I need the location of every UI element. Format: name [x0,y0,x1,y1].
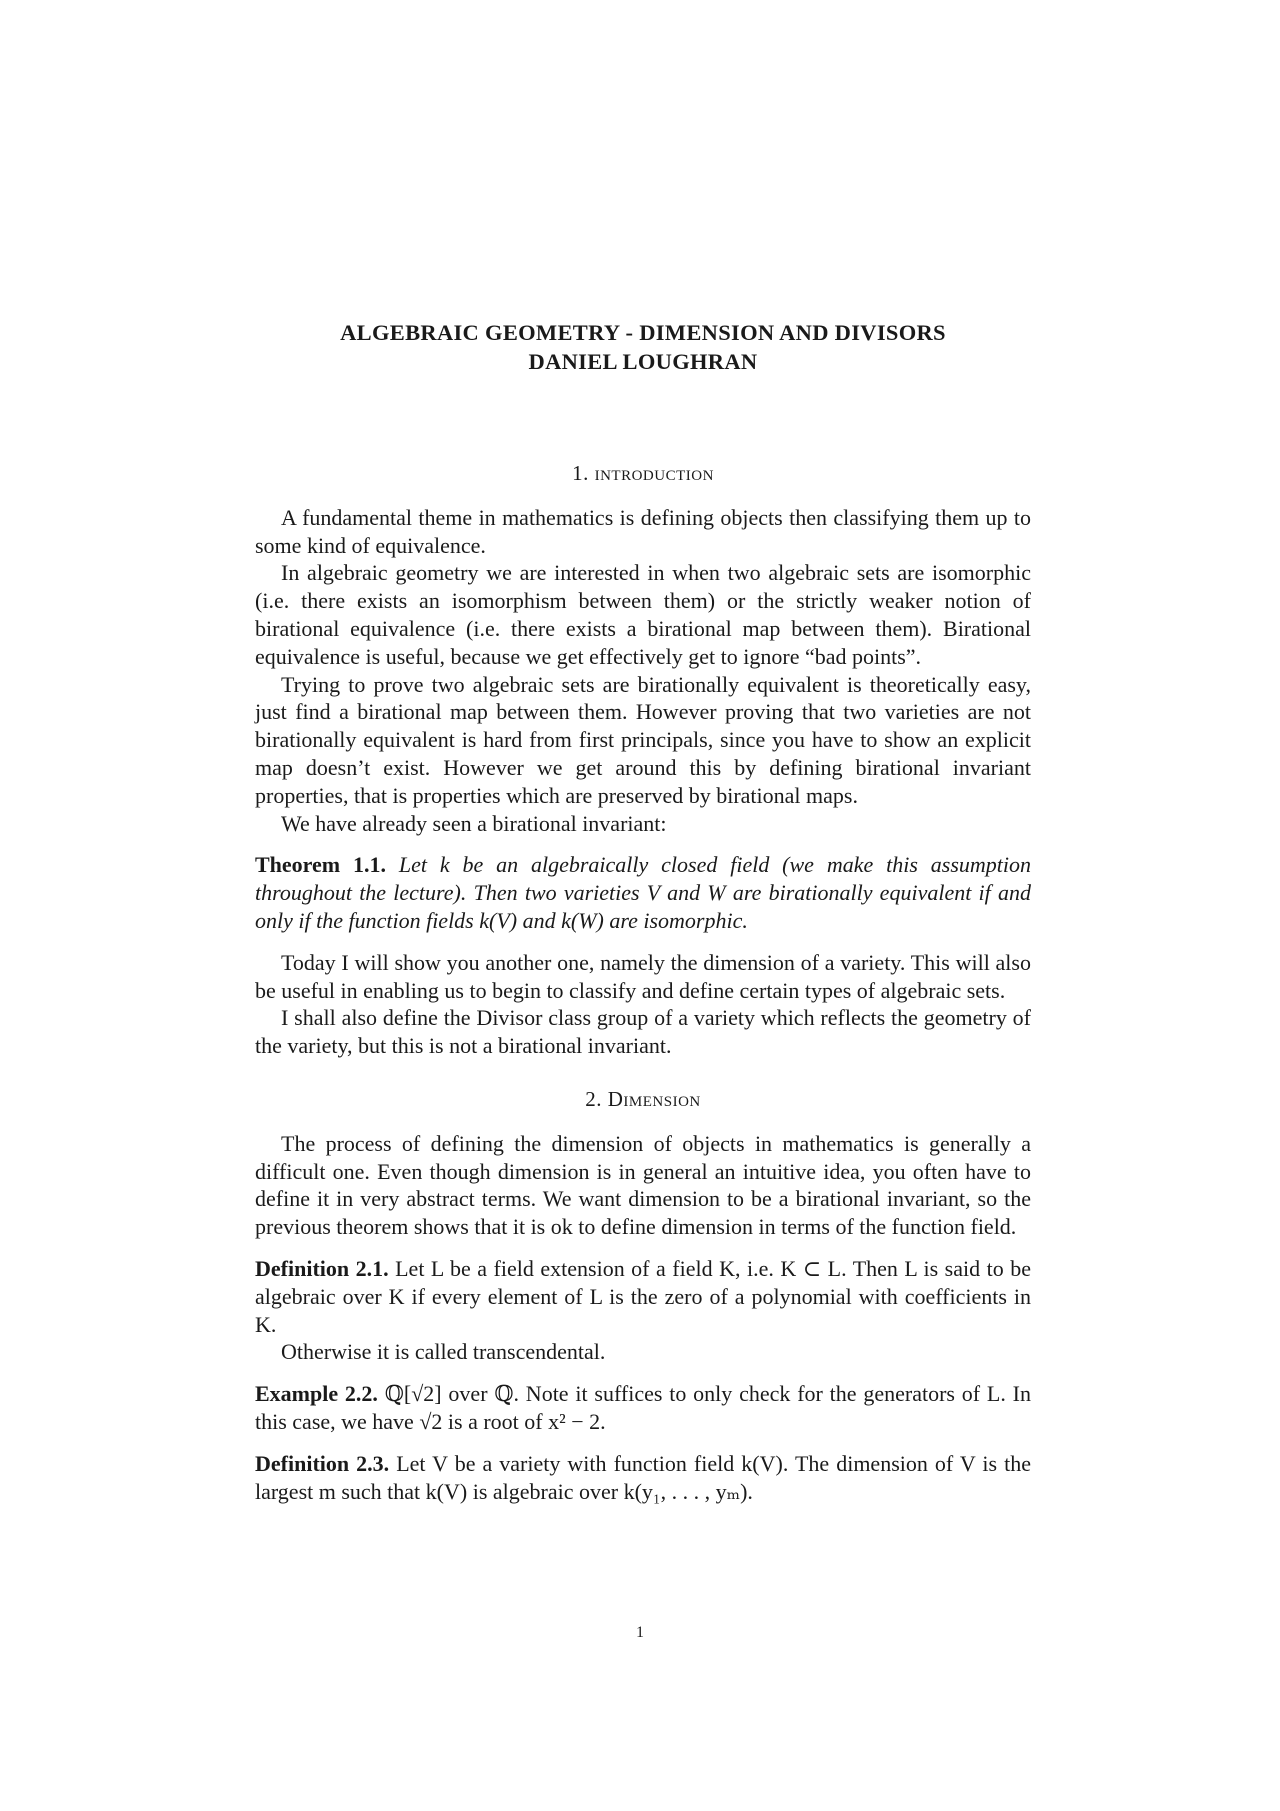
section-heading-introduction: 1. introduction [572,461,714,485]
definition-statement: Let V be a variety with function field k(V). The dimension of V is the largest m such that k(V) is algebraic over k(y₁, . . . , yₘ). [255,1450,1031,1504]
example-statement: ℚ[√2] over ℚ. Note it suffices to only check for the generators of L. In this case, we have √2 is a root of x² − 2. [255,1381,1031,1434]
example-label: Example 2.2. [255,1381,378,1407]
intro-paragraph-5: Today I will show you another one, namely the dimension of a variety. This will also be useful in enabling us to begin to classify and define certain types of algebraic sets. [255,949,1031,1003]
page-number: 1 [636,1624,644,1641]
definition-label: Definition 2.3. [255,1450,390,1476]
intro-paragraph-4: We have already seen a birational invariant: [281,810,667,836]
theorem-1-1 [255,851,1031,934]
definition-label: Definition 2.1. [255,1255,389,1281]
dimension-paragraph-1: The process of defining the dimension of objects in mathematics is generally a difficult one. Even though dimension is in general an intuitive idea, you often have to define it in very abstract terms. We want dimension to be a birational invariant, so the previous theorem shows that it is ok to define dimension in terms of the function field. [255,1130,1031,1240]
paper-author: DANIEL LOUGHRAN [528,349,758,374]
intro-paragraph-2: In algebraic geometry we are interested in when two algebraic sets are isomorphic (i.e. there exists an isomorphism between them) or the strictly weaker notion of birational equivalence (i.e. there exists a birational map between them). Birational equivalence is useful, because we get effectively get to ignore “bad points”. [255,560,1031,669]
intro-paragraph-6: I shall also define the Divisor class group of a variety which reflects the geometry of the variety, but this is not a birational invariant. [255,1005,1031,1059]
theorem-statement: Let k be an algebraically closed field (we make this assumption throughout the lecture). Then two varieties V and W are birationally equivalent if and only if the function fields k(V) and k(W) are isomorphic. [255,852,1031,933]
paper-title-block [255,318,1031,376]
section-heading-dimension: 2. Dimension [585,1086,701,1111]
example-2-2 [255,1380,1031,1436]
intro-paragraph-3: Trying to prove two algebraic sets are birationally equivalent is theoretically easy, just find a birational map between them. However proving that two varieties are not birationally equivalent is hard from first principals, since you have to show an explicit map doesn’t exist. However we get around this by defining birational invariant properties, that is properties which are preserved by birational maps. [255,671,1031,808]
definition-2-3 [255,1450,1031,1506]
definition-statement: Let L be a field extension of a field K, i.e. K ⊂ L. Then L is said to be algebraic over K if every element of L is the zero of a polynomial with coefficients in K. [255,1255,1031,1337]
page-content [255,318,1031,1519]
definition-followup: Otherwise it is called transcendental. [281,1339,606,1365]
paper-title: ALGEBRAIC GEOMETRY - DIMENSION AND DIVISORS [340,320,946,345]
definition-2-1 [255,1255,1031,1366]
theorem-label: Theorem 1.1. [255,852,386,878]
intro-paragraph-1: A fundamental theme in mathematics is defining objects then classifying them up to some kind of equivalence. [255,504,1031,558]
